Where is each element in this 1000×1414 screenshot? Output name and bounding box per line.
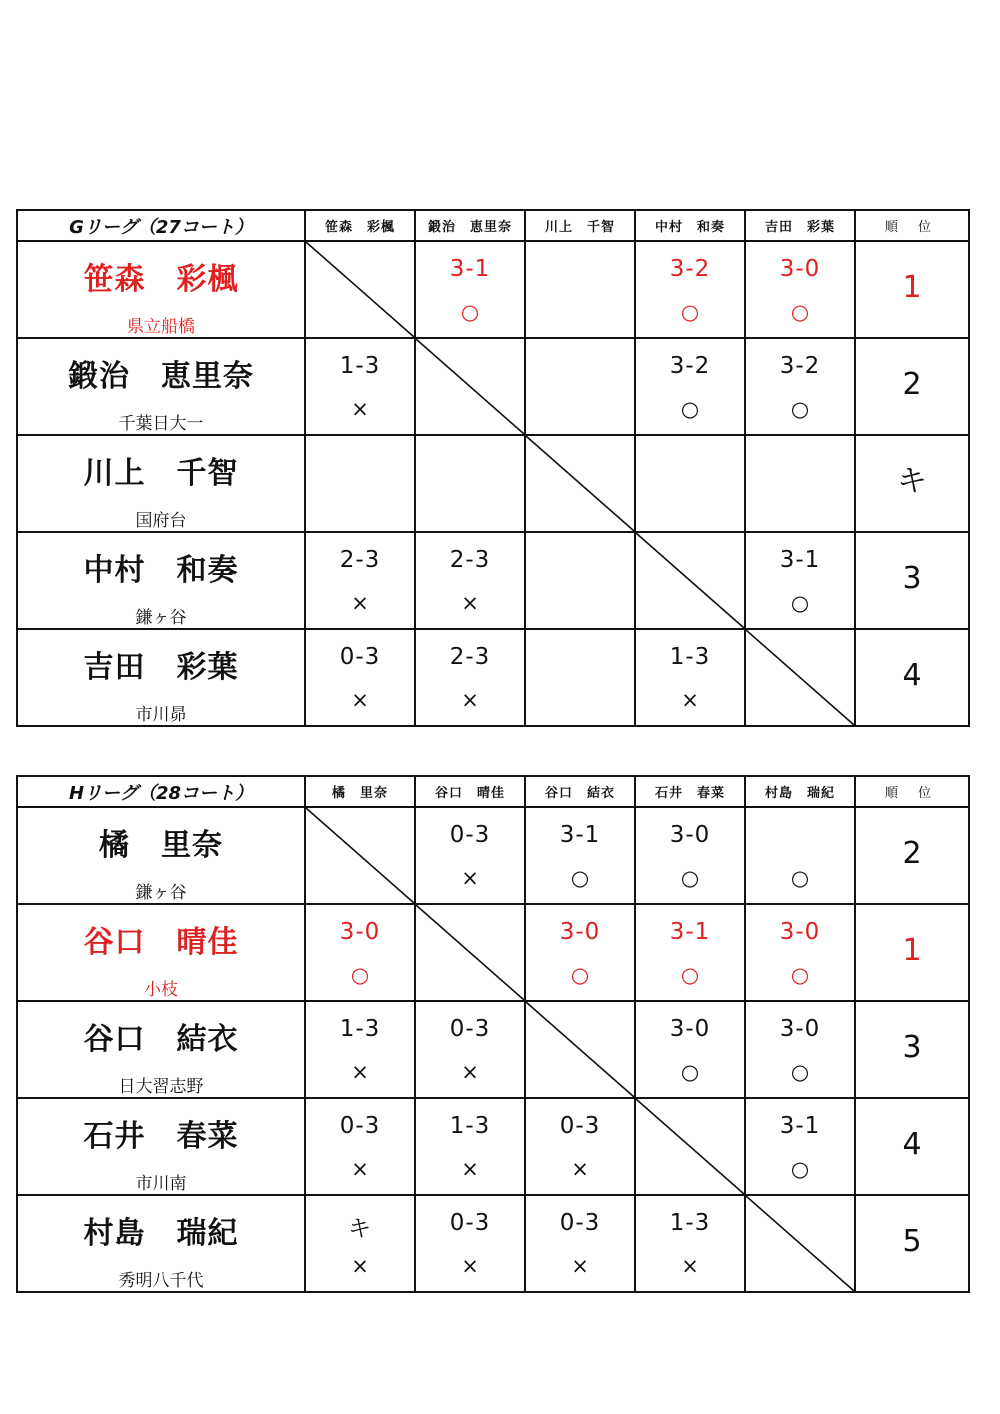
column-header-player: 吉田 彩葉 (745, 210, 855, 241)
column-header-player: 中村 和奏 (635, 210, 745, 241)
self-match-cell (635, 1098, 745, 1195)
match-score: 2-3 (449, 644, 491, 670)
match-result-cell (415, 807, 525, 904)
diagonal-line (306, 242, 414, 337)
match-mark: × (351, 397, 369, 421)
match-result-cell (415, 435, 525, 532)
match-score: 3-1 (779, 547, 821, 573)
league-title: Gリーグ（27コート） (17, 210, 305, 241)
match-result-cell (415, 532, 525, 629)
match-mark: ○ (680, 397, 700, 421)
match-result-cell (525, 904, 635, 1001)
rank-cell (855, 807, 969, 904)
diagonal-line (306, 808, 414, 903)
player-rank: キ (897, 464, 927, 499)
player-school: 千葉日大一 (118, 414, 204, 434)
match-result-cell (745, 435, 855, 532)
match-result-cell (635, 1195, 745, 1292)
player-school: 国府台 (135, 511, 187, 531)
match-mark: × (461, 688, 479, 712)
player-name: 橘 里奈 (99, 828, 223, 863)
match-mark: × (351, 1157, 369, 1181)
rank-header: 順 位 (855, 210, 969, 241)
match-result-cell (745, 807, 855, 904)
player-school: 鎌ヶ谷 (135, 608, 187, 628)
match-mark: × (461, 866, 479, 890)
match-score (526, 644, 634, 674)
match-score: 3-2 (669, 353, 711, 379)
match-result-cell (525, 1098, 635, 1195)
results-table (16, 775, 970, 1293)
player-name: 石井 春菜 (83, 1119, 239, 1154)
match-score: 3-1 (669, 919, 711, 945)
player-school: 秀明八千代 (118, 1271, 204, 1291)
match-result-cell (525, 629, 635, 726)
match-score: 3-0 (779, 1016, 821, 1042)
diagonal-line (746, 1196, 854, 1291)
player-rank: 5 (902, 1224, 922, 1259)
rank-cell (855, 338, 969, 435)
rank-cell (855, 629, 969, 726)
diagonal-line (746, 630, 854, 725)
column-header-player: 谷口 結衣 (525, 776, 635, 807)
header-row (17, 210, 969, 241)
self-match-cell (415, 904, 525, 1001)
match-mark: ○ (570, 963, 590, 987)
player-row (17, 629, 969, 726)
match-result-cell (415, 1195, 525, 1292)
player-school: 市川南 (135, 1174, 187, 1194)
match-score: 1-3 (669, 644, 711, 670)
rank-header: 順 位 (855, 776, 969, 807)
match-score: 3-0 (779, 256, 821, 282)
match-result-cell (305, 532, 415, 629)
match-result-cell (305, 904, 415, 1001)
rank-cell (855, 1098, 969, 1195)
player-cell (17, 338, 305, 435)
player-rank: 1 (902, 270, 922, 305)
column-header-player: 笹森 彩楓 (305, 210, 415, 241)
match-result-cell (635, 629, 745, 726)
match-score (526, 547, 634, 577)
player-school: 県立船橋 (127, 317, 195, 337)
match-score: 3-0 (339, 919, 381, 945)
match-result-cell (745, 532, 855, 629)
player-school: 小枝 (144, 980, 178, 1000)
match-score: 3-1 (559, 822, 601, 848)
match-mark: ○ (680, 963, 700, 987)
match-mark: × (461, 1254, 479, 1278)
league-g-table (16, 209, 968, 727)
match-mark (746, 494, 854, 520)
self-match-cell (745, 1195, 855, 1292)
player-name: 谷口 晴佳 (83, 925, 239, 960)
match-result-cell (635, 338, 745, 435)
match-score: 3-0 (779, 919, 821, 945)
self-match-cell (635, 532, 745, 629)
self-match-cell (305, 241, 415, 338)
player-rank: 4 (902, 1127, 922, 1162)
player-rank: 4 (902, 658, 922, 693)
match-score: 3-2 (779, 353, 821, 379)
match-result-cell (525, 1195, 635, 1292)
match-score: 1-3 (339, 353, 381, 379)
match-result-cell (525, 807, 635, 904)
rank-cell (855, 1001, 969, 1098)
match-result-cell (305, 1195, 415, 1292)
player-school: 日大習志野 (118, 1077, 204, 1097)
match-score (526, 353, 634, 383)
player-row (17, 1195, 969, 1292)
match-score (636, 450, 744, 480)
diagonal-line (416, 339, 524, 434)
match-mark (636, 494, 744, 520)
match-score: 0-3 (339, 644, 381, 670)
column-header-player: 鍛治 恵里奈 (415, 210, 525, 241)
rank-cell (855, 532, 969, 629)
match-score (416, 450, 524, 480)
match-score (746, 450, 854, 480)
player-school: 市川昴 (135, 705, 187, 725)
match-score: 3-2 (669, 256, 711, 282)
player-name: 川上 千智 (83, 456, 239, 491)
match-score (526, 256, 634, 286)
rank-cell (855, 1195, 969, 1292)
diagonal-line (636, 1099, 744, 1194)
match-mark: ○ (680, 866, 700, 890)
player-cell (17, 904, 305, 1001)
match-mark: × (461, 591, 479, 615)
match-result-cell (745, 1098, 855, 1195)
match-result-cell (415, 1001, 525, 1098)
match-result-cell (635, 241, 745, 338)
match-score: 1-3 (339, 1016, 381, 1042)
player-cell (17, 1195, 305, 1292)
match-result-cell (635, 1001, 745, 1098)
match-score: 0-3 (559, 1113, 601, 1139)
player-row (17, 1098, 969, 1195)
player-cell (17, 1098, 305, 1195)
player-school: 鎌ヶ谷 (135, 883, 187, 903)
self-match-cell (525, 435, 635, 532)
match-mark: × (351, 1254, 369, 1278)
match-result-cell (415, 629, 525, 726)
match-score: 1-3 (449, 1113, 491, 1139)
match-score: 3-0 (669, 822, 711, 848)
player-cell (17, 629, 305, 726)
match-mark: ○ (790, 397, 810, 421)
player-rank: 2 (902, 367, 922, 402)
player-row (17, 241, 969, 338)
match-mark: ○ (570, 866, 590, 890)
match-mark (526, 688, 634, 714)
player-name: 鍛治 恵里奈 (68, 359, 254, 394)
match-mark: × (351, 591, 369, 615)
match-mark: ○ (790, 963, 810, 987)
match-mark: × (461, 1157, 479, 1181)
match-mark (526, 591, 634, 617)
rank-cell (855, 435, 969, 532)
match-score: 1-3 (669, 1210, 711, 1236)
player-name: 村島 瑞紀 (83, 1216, 239, 1251)
player-row (17, 338, 969, 435)
match-score: 3-0 (559, 919, 601, 945)
league-h-table (16, 775, 968, 1293)
match-score: 0-3 (449, 1210, 491, 1236)
match-result-cell (745, 904, 855, 1001)
match-mark: × (351, 1060, 369, 1084)
match-score: 3-0 (669, 1016, 711, 1042)
match-mark: × (571, 1254, 589, 1278)
match-score: 3-1 (449, 256, 491, 282)
player-row (17, 435, 969, 532)
match-mark: ○ (350, 963, 370, 987)
match-result-cell (745, 338, 855, 435)
match-result-cell (635, 807, 745, 904)
match-result-cell (305, 435, 415, 532)
player-name: 中村 和奏 (83, 553, 239, 588)
column-header-player: 石井 春菜 (635, 776, 745, 807)
match-score: 0-3 (339, 1113, 381, 1139)
match-score (306, 450, 414, 480)
match-mark: ○ (790, 1157, 810, 1181)
player-cell (17, 435, 305, 532)
match-mark: ○ (680, 300, 700, 324)
column-header-player: 谷口 晴佳 (415, 776, 525, 807)
self-match-cell (525, 1001, 635, 1098)
column-header-player: 村島 瑞紀 (745, 776, 855, 807)
player-rank: 3 (902, 1030, 922, 1065)
match-result-cell (525, 241, 635, 338)
column-header-player: 橘 里奈 (305, 776, 415, 807)
match-mark: × (351, 688, 369, 712)
player-cell (17, 807, 305, 904)
match-mark: × (681, 688, 699, 712)
match-mark (526, 397, 634, 423)
match-result-cell (305, 629, 415, 726)
diagonal-line (526, 436, 634, 531)
match-result-cell (415, 241, 525, 338)
match-mark: ○ (790, 591, 810, 615)
match-mark: ○ (680, 1060, 700, 1084)
match-result-cell (745, 1001, 855, 1098)
match-mark: × (571, 1157, 589, 1181)
match-score: 0-3 (449, 1016, 491, 1042)
player-name: 吉田 彩葉 (83, 650, 239, 685)
match-result-cell (525, 532, 635, 629)
player-name: 笹森 彩楓 (83, 262, 239, 297)
player-row (17, 807, 969, 904)
match-mark: × (681, 1254, 699, 1278)
match-score: 0-3 (449, 822, 491, 848)
match-result-cell (635, 435, 745, 532)
player-name: 谷口 結衣 (83, 1022, 239, 1057)
player-rank: 3 (902, 561, 922, 596)
rank-cell (855, 241, 969, 338)
match-mark: ○ (790, 866, 810, 890)
match-mark: × (461, 1060, 479, 1084)
header-row (17, 776, 969, 807)
results-table (16, 209, 970, 727)
league-title: Hリーグ（28コート） (17, 776, 305, 807)
match-result-cell (635, 904, 745, 1001)
self-match-cell (745, 629, 855, 726)
player-rank: 2 (902, 836, 922, 871)
match-result-cell (305, 338, 415, 435)
match-result-cell (305, 1098, 415, 1195)
match-score (746, 822, 854, 852)
diagonal-line (416, 905, 524, 1000)
rank-cell (855, 904, 969, 1001)
player-row (17, 532, 969, 629)
diagonal-line (526, 1002, 634, 1097)
player-cell (17, 241, 305, 338)
match-mark: ○ (790, 1060, 810, 1084)
match-mark: ○ (790, 300, 810, 324)
match-mark (306, 494, 414, 520)
player-row (17, 904, 969, 1001)
player-cell (17, 1001, 305, 1098)
player-cell (17, 532, 305, 629)
match-score: 2-3 (449, 547, 491, 573)
self-match-cell (305, 807, 415, 904)
diagonal-line (636, 533, 744, 628)
match-score: 0-3 (559, 1210, 601, 1236)
match-result-cell (305, 1001, 415, 1098)
player-rank: 1 (902, 933, 922, 968)
match-result-cell (415, 1098, 525, 1195)
column-header-player: 川上 千智 (525, 210, 635, 241)
self-match-cell (415, 338, 525, 435)
match-mark: ○ (460, 300, 480, 324)
match-score: キ (348, 1216, 372, 1242)
match-mark (526, 300, 634, 326)
match-result-cell (525, 338, 635, 435)
match-score: 2-3 (339, 547, 381, 573)
match-score: 3-1 (779, 1113, 821, 1139)
match-mark (416, 494, 524, 520)
player-row (17, 1001, 969, 1098)
match-result-cell (745, 241, 855, 338)
